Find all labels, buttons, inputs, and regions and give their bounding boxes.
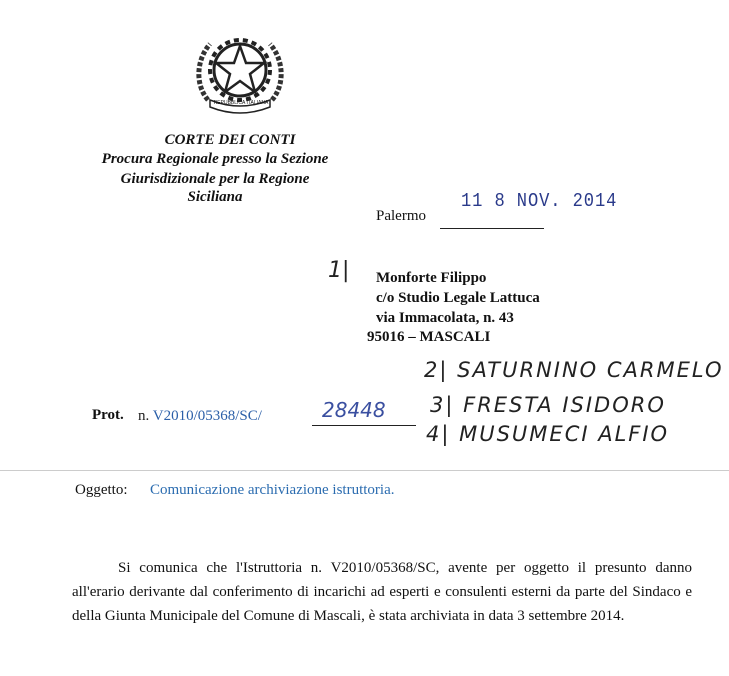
recipient-name: Monforte Filippo: [376, 270, 487, 286]
protocol-n: n.: [138, 408, 150, 424]
handwritten-recipient-3: 3| FRESTA ISIDORO: [430, 393, 666, 417]
recipient-care-of: c/o Studio Legale Lattuca: [376, 290, 540, 306]
protocol-underline: [312, 425, 416, 426]
date-underline: [440, 228, 544, 229]
body-paragraph: Si comunica che l'Istruttoria n. V2010/05368/SC, avente per oggetto il presunto danno all'erario derivante dal conferimento di incarichi ad esperti e consulenti esterni da parte del Sindaco e della Giunta Municipale del Comune di Mascali, è stata archiviata in data 3 settembre 2014.: [72, 560, 692, 624]
letter-body: [72, 556, 692, 628]
emblem-ribbon-text: REPUBBLICA ITALIANA: [213, 100, 269, 106]
recipient-street: via Immacolata, n. 43: [376, 310, 514, 326]
recipient-city: 95016 – MASCALI: [367, 329, 491, 345]
office-line-3: Siciliana: [187, 189, 243, 205]
protocol-number: [138, 408, 262, 425]
page-fold-line: [0, 470, 729, 471]
protocol-code: V2010/05368/SC/: [152, 408, 262, 424]
office-title: CORTE DEI CONTI: [164, 132, 296, 148]
subject-text: Comunicazione archiviazione istruttoria.: [150, 482, 395, 498]
protocol-handwritten-number: 28448: [322, 398, 386, 422]
office-line-2: Giurisdizionale per la Regione: [120, 171, 310, 187]
handwritten-recipient-4: 4| MUSUMECI ALFIO: [426, 422, 670, 446]
date-stamp: 11 8 NOV. 2014: [461, 190, 618, 212]
protocol-label: Prot.: [92, 407, 124, 423]
subject-label: Oggetto:: [75, 482, 128, 498]
recipient-marker: 1|: [328, 258, 350, 283]
office-line-1: Procura Regionale presso la Sezione: [101, 151, 329, 167]
republic-emblem: [190, 30, 290, 114]
handwritten-recipient-2: 2| SATURNINO CARMELO: [424, 358, 724, 382]
place-label: Palermo: [376, 208, 426, 224]
